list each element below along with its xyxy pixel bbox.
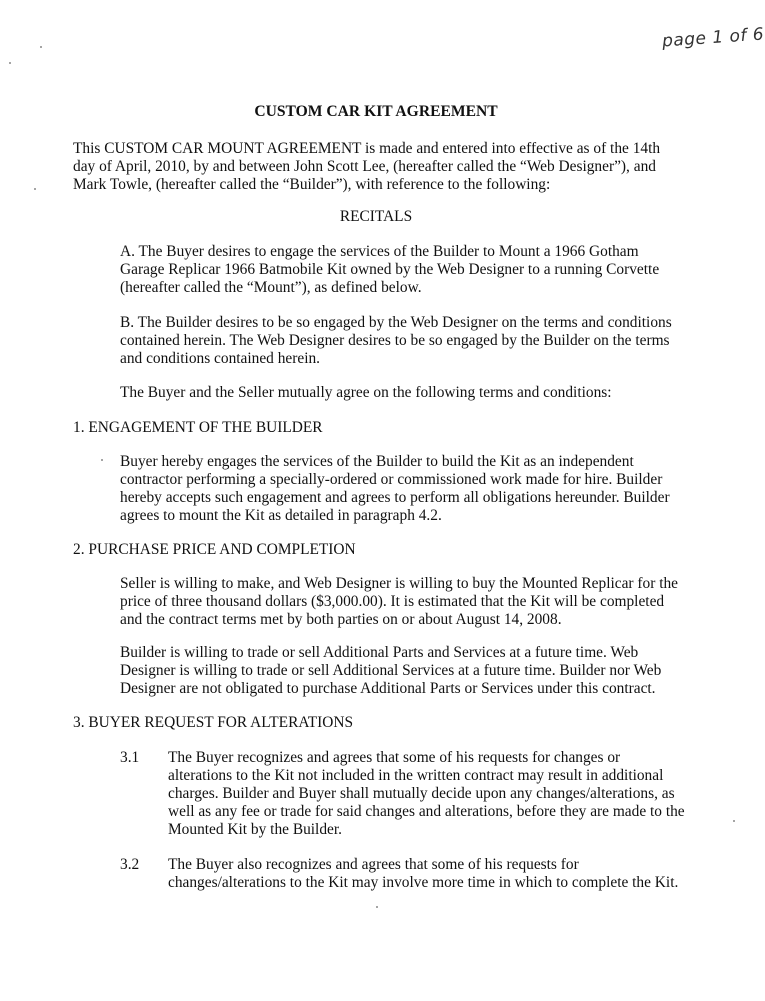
section-2-heading: 2. PURCHASE PRICE AND COMPLETION (73, 541, 356, 558)
scan-speck (376, 906, 378, 908)
scan-speck (9, 62, 11, 64)
recital-b: B. The Builder desires to be so engaged by the Web Designer on the terms and conditions contained herein. The Web Designer desires to be so engaged by the Builder on the terms and conditions contained herein. (120, 314, 672, 367)
scan-speck (40, 46, 42, 48)
scan-speck (733, 820, 735, 822)
section-1-heading: 1. ENGAGEMENT OF THE BUILDER (73, 419, 323, 436)
section-3-heading: 3. BUYER REQUEST FOR ALTERATIONS (73, 714, 354, 731)
recitals-heading: RECITALS (339, 208, 413, 225)
clause-3-2-text: The Buyer also recognizes and agrees that some of his requests for changes/alterations to the Kit may involve more time in which to complete the Kit. (168, 856, 679, 891)
recital-a: A. The Buyer desires to engage the services of the Builder to Mount a 1966 Gotham Garage Replicar 1966 Batmobile Kit owned by the Web Designer to a running Corvette (hereafter called the “Mount”), as defined below. (120, 243, 660, 296)
scan-speck (101, 459, 103, 461)
intro-paragraph: This CUSTOM CAR MOUNT AGREEMENT is made and entered into effective as of the 14th day of April, 2010, by and between John Scott Lee, (hereafter called the “Web Designer”), and Mark Towle, (hereafter called the “Builder”), with reference to the following: (73, 140, 661, 193)
mutual-agreement-statement: The Buyer and the Seller mutually agree on the following terms and conditions: (120, 384, 612, 401)
scan-speck (34, 188, 36, 190)
section-2-paragraph-1: Seller is willing to make, and Web Designer is willing to buy the Mounted Replicar for the price of three thousand dollars ($3,000.00). It is estimated that the Kit will be completed and the contract terms met by both parties on or about August 14, 2008. (120, 575, 678, 628)
handwritten-page-number: page 1 of 6 (661, 24, 765, 52)
document-title: CUSTOM CAR KIT AGREEMENT (254, 103, 498, 120)
clause-number-3-1: 3.1 (120, 749, 140, 766)
section-2-paragraph-2: Builder is willing to trade or sell Additional Parts and Services at a future time. Web Designer is willing to trade or sell Additional Services at a future time. Builder nor Web Designer are not obligated to purchase Additional Parts or Services under this contract. (120, 644, 662, 697)
clause-3-1-text: The Buyer recognizes and agrees that some of his requests for changes or alterations to the Kit not included in the written contract may result in additional charges. Builder and Buyer shall mutually decide upon any changes/alterations, as well as any fee or trade for said changes and alterations, before they are made to the Mounted Kit by the Builder. (168, 749, 685, 838)
clause-number-3-2: 3.2 (120, 856, 140, 873)
section-1-text: Buyer hereby engages the services of the Builder to build the Kit as an independent contractor performing a specially-ordered or commissioned work made for hire. Builder hereby accepts such engagement and agrees to perform all obligations hereunder. Builder agrees to mount the Kit as detailed in paragraph 4.2. (120, 453, 670, 524)
